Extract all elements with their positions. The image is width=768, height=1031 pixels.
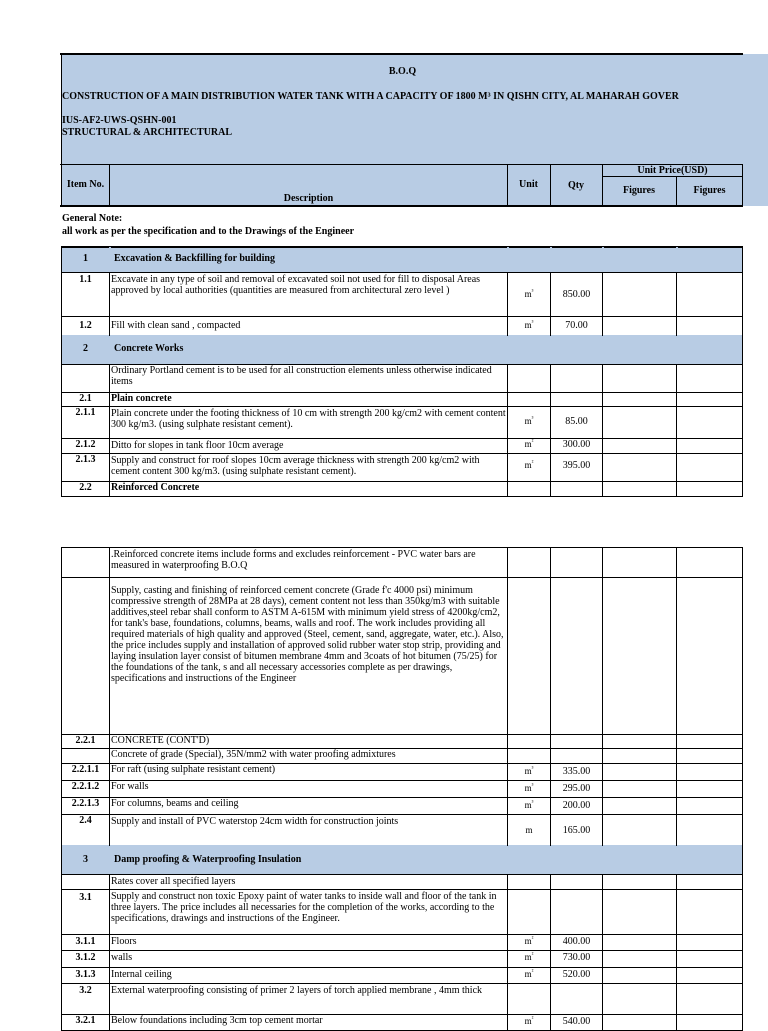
col-item-no: Item No. [66,179,105,190]
item-description: Excavate in any type of soil and removal of excavated soil not used for fill to disposal Areas approved by local authorities (quantities are measured from architectural zero level ) [111,274,481,296]
item-no: 1 [83,253,88,264]
item-no: 3.1.3 [75,969,96,980]
general-note-title: General Note: [62,213,123,224]
item-description: Fill with clean sand , compacted [111,320,241,331]
section-title: Damp proofing & Waterproofing Insulation [114,854,302,865]
item-no: 3.1.1 [75,936,96,947]
item-no: 3.2.1 [75,1015,96,1026]
unit-value: $m^{^3}$ [524,783,534,793]
qty-value: 70.00 [565,320,588,331]
item-description: For walls [111,781,149,792]
col-unit: Unit [519,179,538,190]
item-no: 1.1 [79,274,92,285]
general-note-text: all work as per the specification and to the Drawings of the Engineer [62,226,355,237]
qty-value: 200.00 [562,800,591,811]
qty-value: 85.00 [565,416,588,427]
header-panel-extension [743,54,768,206]
item-no: 2 [83,343,88,354]
section-title: Excavation & Backfilling for building [114,253,275,264]
item-no: 2.4 [79,815,92,826]
col-unit-price: Unit Price(USD) [637,165,708,176]
col-figures-1: Figures [622,185,656,196]
item-description: Supply, casting and finishing of reinforced cement concrete (Grade f'c 4000 psi) minimum compressive strength of 28MPa at 28 days), cement content not less than 350kg/m3 with suitable additives,steel rebar shall conform to ASTM A-615M with minimum yield stress of 4200kg/cm2, for tank's base, foundations, columns, beams, walls and roof. The work includes providing all required materials of high quality and approved (Steel, cement, sand, aggregate, water, etc.). Also, the price includes supply and installation of approved solid rubber water stop strip, providing and laying insulation layer consist of bitumen membrane 4mm and 3coats of hot bitumen (75/25) for the foundations of the tank, s and all necessary accessories complete as per drawings, specifications and instructions of the Engineer [111,585,504,684]
unit-value: $m^{^3}$ [524,766,534,776]
qty-value: 395.00 [562,460,591,471]
item-description: Supply and install of PVC waterstop 24cm width for construction joints [111,816,399,827]
project-title: CONSTRUCTION OF A MAIN DISTRIBUTION WATER TANK WITH A CAPACITY OF 1800 M³ IN QISHN CITY, AL MAHARAH GOVER [62,91,679,102]
col-qty: Qty [567,180,585,191]
item-no: 3.2 [79,985,92,996]
col-figures-2: Figures [693,185,726,196]
qty-value: 520.00 [562,969,591,980]
item-description: Ordinary Portland cement is to be used for all construction elements unless otherwise indicated items [111,365,492,387]
item-description: .Reinforced concrete items include forms and excludes reinforcement - PVC water bars are measured in waterproofing B.O.Q [111,549,476,571]
item-description: Supply and construct non toxic Epoxy paint of water tanks to inside wall and floor of the tank in three layers. The price includes all necessaries for the completion of the works, according to the specifications, drawings and instructions of the Engineer. [111,891,497,924]
item-description: Floors [111,936,137,947]
unit-value: $m^{^3}$ [524,800,534,810]
qty-value: 540.00 [562,1016,591,1027]
item-no: 2.1.3 [75,454,96,465]
item-description: Rates cover all specified layers [111,876,236,887]
qty-value: 165.00 [562,825,591,836]
unit-value: $m^{^3}$ [524,416,534,426]
item-no: 1.2 [79,320,92,331]
item-no: 2.1 [79,393,92,404]
qty-value: 295.00 [562,783,591,794]
item-description: For raft (using sulphate resistant cement) [111,764,276,775]
qty-value: 300.00 [562,439,591,450]
unit-value: $m^{^2}$ [524,952,534,962]
item-no: 2.2.1.1 [71,764,100,775]
unit-value: $m^{^3}$ [524,289,534,299]
item-description: Plain concrete [111,393,172,404]
item-description: Internal ceiling [111,969,172,980]
unit-value: m [525,825,533,835]
item-no: 2.2 [79,482,92,493]
item-no: 2.2.1 [75,735,96,746]
qty-value: 730.00 [562,952,591,963]
item-no: 2.2.1.2 [71,781,100,792]
qty-value: 850.00 [562,289,591,300]
section-title: Concrete Works [114,343,184,354]
unit-value: $m^{^2}$ [524,439,534,449]
item-no: 2.1.1 [75,407,96,418]
item-description: Reinforced Concrete [111,482,200,493]
item-description: Supply and construct for roof slopes 10cm average thickness with strength 200 kg/cm2 with cement content 300 kg/m3. (using sulphate resistant cement). [111,455,480,477]
unit-value: $m^{^2}$ [524,936,534,946]
section-title: STRUCTURAL & ARCHITECTURAL [62,127,233,138]
item-description: Plain concrete under the footing thickness of 10 cm with strength 200 kg/cm2 with cement content 300 kg/m3. (using sulphate resistant cement). [111,408,506,430]
qty-value: 335.00 [562,766,591,777]
unit-value: $m^{^3}$ [524,320,534,330]
item-no: 3.1.2 [75,952,96,963]
item-no: 2.2.1.3 [71,798,100,809]
qty-value: 400.00 [562,936,591,947]
item-description: External waterproofing consisting of primer 2 layers of torch applied membrane , 4mm thick [111,985,483,996]
item-description: Concrete of grade (Special), 35N/mm2 with water proofing admixtures [111,749,396,760]
col-description: Description [283,193,334,204]
item-no: 3 [83,854,88,865]
boq-title: B.O.Q [388,66,417,77]
item-description: Ditto for slopes in tank floor 10cm average [111,440,284,451]
unit-value: $m^{^2}$ [524,460,534,470]
unit-value: $m^{^2}$ [524,969,534,979]
item-description: For columns, beams and ceiling [111,798,239,809]
item-description: CONCRETE (CONT'D) [111,735,210,746]
item-no: 2.1.2 [75,439,96,450]
item-no: 3.1 [79,892,92,903]
unit-value: $m^{^2}$ [524,1016,534,1026]
item-description: Below foundations including 3cm top cement mortar [111,1015,323,1026]
item-description: walls [111,952,133,963]
project-code: IUS-AF2-UWS-QSHN-001 [62,115,177,126]
